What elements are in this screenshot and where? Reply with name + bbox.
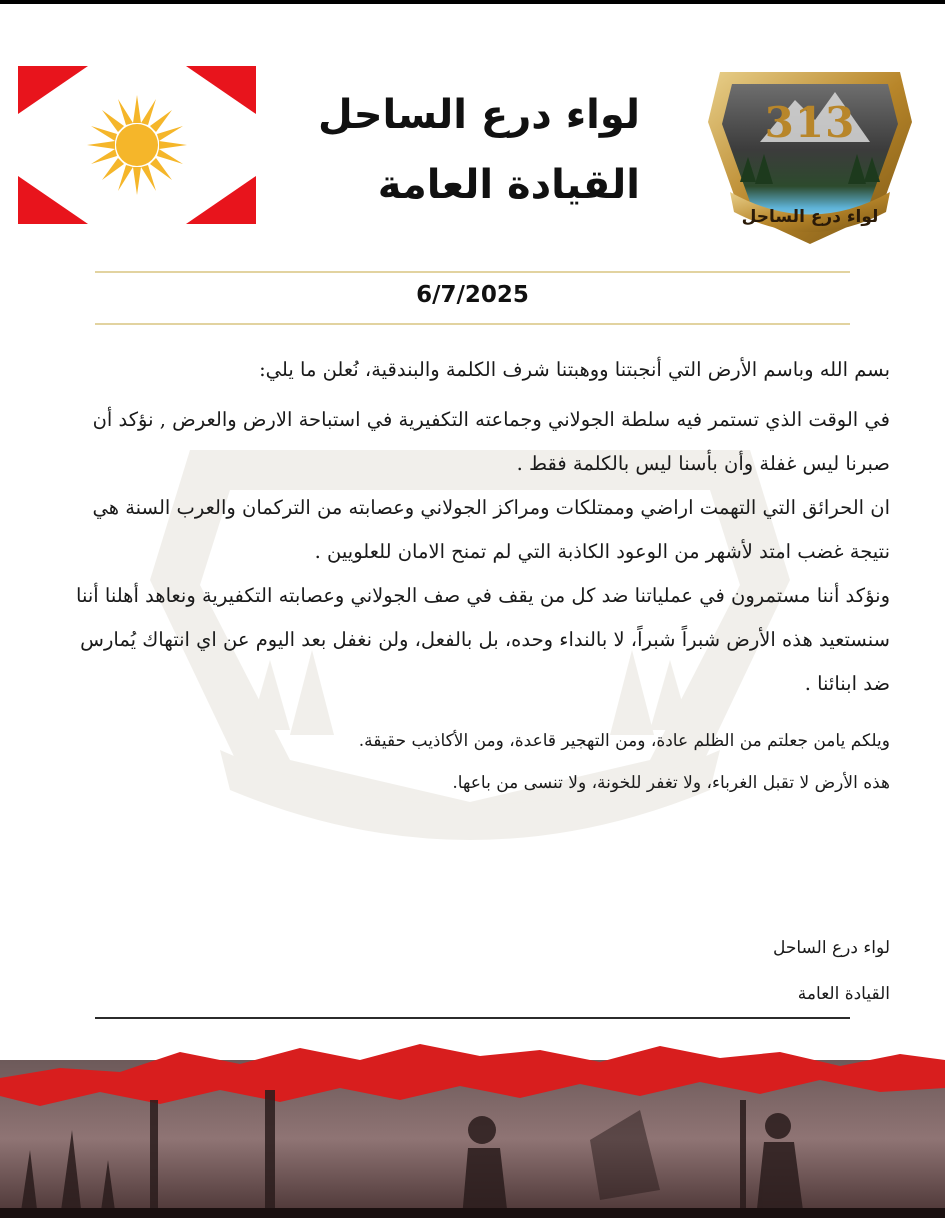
date-rule-bottom (95, 323, 850, 325)
header-title-line1: لواء درع الساحل (318, 92, 640, 138)
document-date: 6/7/2025 (416, 282, 529, 308)
badge-text: لواء درع الساحل (741, 207, 879, 227)
header-title (290, 80, 640, 220)
paragraph-4: ويلكم يامن جعلتم من الظلم عادة، ومن التهجير قاعدة، ومن الأكاذيب حقيقة. (358, 731, 890, 751)
signature-line1: لواء درع الساحل (772, 938, 890, 958)
sun-icon (87, 95, 187, 195)
signature-block (560, 925, 890, 1017)
footer-fire-image (0, 1030, 945, 1218)
paragraph-2: ان الحرائق التي التهمت اراضي وممتلكات ومراكز الجولاني وعصابته من التركمان والعرب السنة هي نتيجة غضب امتد لأشهر من الوعود الكاذبة التي لم تمنح الامان للعلويين . (92, 496, 890, 563)
paragraph-1: في الوقت الذي تستمر فيه سلطة الجولاني وجماعته التكفيرية في استباحة الارض والعرض , نؤكد أن صبرنا ليس غفلة وأن بأسنا ليس بالكلمة فقط . (92, 408, 890, 475)
top-border (0, 0, 945, 4)
badge-number: 313 (764, 98, 856, 147)
header-title-line2: القيادة العامة (377, 162, 640, 208)
flag-logo (18, 66, 256, 224)
paragraph-3: ونؤكد أننا مستمرون في عملياتنا ضد كل من يقف في صف الجولاني وعصابته التكفيرية ونعاهد أهلنا أننا سنستعيد هذه الأرض شبراً شبراً، لا بالنداء وحده، بل بالفعل، ولن نغفل بعد اليوم عن اي انتهاك يُمارس ضد ابنائنا . (76, 584, 890, 695)
signature-rule (95, 1017, 850, 1019)
paragraph-5: هذه الأرض لا تقبل الغرباء، ولا تغفر للخونة، ولا تنسى من باعها. (452, 773, 890, 793)
statement-body (60, 348, 890, 804)
date-rule-top (95, 271, 850, 273)
greeting-paragraph: بسم الله وباسم الأرض التي أنجبتنا ووهبتنا شرف الكلمة والبندقية، نُعلن ما يلي: (259, 358, 890, 381)
signature-line2: القيادة العامة (797, 984, 890, 1004)
brigade-badge (700, 62, 920, 248)
